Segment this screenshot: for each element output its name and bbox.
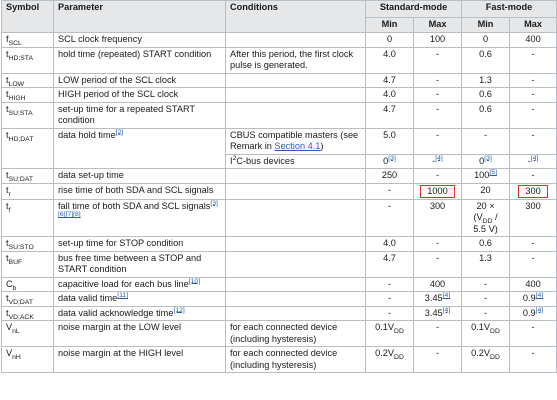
- parameter-cell: data hold time[2]: [54, 128, 226, 169]
- header-fast-max: Max: [510, 18, 557, 33]
- conditions-cell: [226, 169, 366, 184]
- header-fast-min: Min: [462, 18, 510, 33]
- std-min-cell: $0.2V_{DD}$: [366, 347, 414, 373]
- table-row: [2, 88, 557, 103]
- conditions-cell: [226, 33, 366, 48]
- conditions-cell: $I^2C$-bus devices: [226, 154, 366, 169]
- highlighted-value: 300: [518, 185, 547, 198]
- table-row: [2, 306, 557, 321]
- footnote-link[interactable]: [8]: [73, 210, 81, 218]
- section-link[interactable]: Section 4.1: [274, 141, 321, 151]
- fast-min-cell: -: [462, 306, 510, 321]
- std-min-cell: -: [366, 183, 414, 199]
- fast-min-cell: $0.2V_{DD}$: [462, 347, 510, 373]
- footnote-link[interactable]: [4]: [530, 154, 539, 162]
- symbol-cell: $t_{BUF}$: [2, 251, 54, 277]
- std-max-cell: [414, 183, 462, 199]
- std-max-cell: -: [414, 88, 462, 103]
- fast-min-cell: 100[5]: [462, 169, 510, 184]
- fast-min-cell: 0[3]: [462, 154, 510, 169]
- parameter-cell: LOW period of the SCL clock: [54, 73, 226, 88]
- std-max-cell: -: [414, 169, 462, 184]
- fast-min-cell: 0.6: [462, 102, 510, 128]
- fast-min-cell: 0: [462, 33, 510, 48]
- symbol-cell: $t_f$: [2, 199, 54, 237]
- symbol-cell: $V_{nH}$: [2, 347, 54, 373]
- parameter-cell: bus free time between a STOP and START condition: [54, 251, 226, 277]
- parameter-cell: HIGH period of the SCL clock: [54, 88, 226, 103]
- footnote-link[interactable]: [11]: [117, 291, 129, 299]
- std-max-cell: -: [414, 237, 462, 252]
- conditions-cell: [226, 183, 366, 199]
- header-standard-mode: Standard-mode: [366, 1, 462, 18]
- parameter-cell: rise time of both SDA and SCL signals: [54, 183, 226, 199]
- std-min-cell: 4.0: [366, 237, 414, 252]
- header-row: [2, 1, 557, 18]
- fast-min-cell: 1.3: [462, 251, 510, 277]
- parameter-cell: fall time of both SDA and SCL signals[3][6][7][8]: [54, 199, 226, 237]
- fast-max-cell: 300: [510, 199, 557, 237]
- std-max-cell: -: [414, 73, 462, 88]
- std-min-cell: 4.0: [366, 88, 414, 103]
- std-max-cell: -: [414, 102, 462, 128]
- footnote-link[interactable]: [4]: [435, 154, 443, 162]
- std-min-cell: -: [366, 292, 414, 307]
- table-row: [2, 237, 557, 252]
- std-min-cell: 4.7: [366, 251, 414, 277]
- std-min-cell: -: [366, 199, 414, 237]
- fast-max-cell: -: [510, 128, 557, 154]
- footnote-link[interactable]: [5]: [489, 168, 497, 176]
- fast-max-cell: -: [510, 251, 557, 277]
- parameter-cell: noise margin at the LOW level: [54, 321, 226, 347]
- fast-min-cell: -: [462, 292, 510, 307]
- std-min-cell: -: [366, 306, 414, 321]
- symbol-cell: $t_{VD;ACK}$: [2, 306, 54, 321]
- header-symbol: Symbol: [2, 1, 54, 33]
- conditions-cell: for each connected device (including hysteresis): [226, 347, 366, 373]
- std-max-cell: 100: [414, 33, 462, 48]
- footnote-link[interactable]: [7]: [65, 210, 74, 218]
- fast-max-cell: 400: [510, 277, 557, 292]
- conditions-cell: for each connected device (including hysteresis): [226, 321, 366, 347]
- table-row: [2, 47, 557, 73]
- std-min-cell: 4.7: [366, 73, 414, 88]
- symbol-cell: $t_{HD;STA}$: [2, 47, 54, 73]
- fast-min-cell: 0.6: [462, 237, 510, 252]
- header-std-max: Max: [414, 18, 462, 33]
- fast-min-cell: 1.3: [462, 73, 510, 88]
- table-row: [2, 33, 557, 48]
- conditions-cell: [226, 251, 366, 277]
- parameter-cell: set-up time for STOP condition: [54, 237, 226, 252]
- header-std-min: Min: [366, 18, 414, 33]
- std-max-cell: 400: [414, 277, 462, 292]
- table-row: [2, 73, 557, 88]
- fast-max-cell: 0.9[4]: [510, 306, 557, 321]
- symbol-cell: $t_{HD;DAT}$: [2, 128, 54, 169]
- fast-min-cell: -: [462, 277, 510, 292]
- table-row: [2, 102, 557, 128]
- symbol-cell: $V_{nL}$: [2, 321, 54, 347]
- symbol-cell: $t_{VD;DAT}$: [2, 292, 54, 307]
- fast-max-cell: -: [510, 347, 557, 373]
- footnote-link[interactable]: [12]: [173, 306, 185, 314]
- std-min-cell: 0[3]: [366, 154, 414, 169]
- symbol-cell: $t_r$: [2, 183, 54, 199]
- symbol-cell: $t_{LOW}$: [2, 73, 54, 88]
- conditions-cell: [226, 306, 366, 321]
- std-min-cell: 4.0: [366, 47, 414, 73]
- symbol-cell: $t_{HIGH}$: [2, 88, 54, 103]
- std-min-cell: $0.1V_{DD}$: [366, 321, 414, 347]
- std-max-cell: 3.45[4]: [414, 292, 462, 307]
- parameter-cell: data valid acknowledge time[12]: [54, 306, 226, 321]
- symbol-cell: $f_{SCL}$: [2, 33, 54, 48]
- std-max-cell: -: [414, 128, 462, 154]
- footnote-link[interactable]: [3]: [388, 154, 396, 162]
- fast-max-cell: -: [510, 73, 557, 88]
- std-max-cell: 3.45[4]: [414, 306, 462, 321]
- parameter-cell: noise margin at the HIGH level: [54, 347, 226, 373]
- std-max-cell: -[4]: [414, 154, 462, 169]
- fast-min-cell: -: [462, 128, 510, 154]
- footnote-link[interactable]: [3]: [210, 199, 218, 207]
- fast-max-cell: -: [510, 47, 557, 73]
- parameter-cell: capacitive load for each bus line[10]: [54, 277, 226, 292]
- symbol-cell: $t_{SU;STA}$: [2, 102, 54, 128]
- conditions-cell: After this period, the first clock pulse is generated.: [226, 47, 366, 73]
- conditions-cell: [226, 102, 366, 128]
- parameter-cell: hold time (repeated) START condition: [54, 47, 226, 73]
- std-max-cell: -: [414, 321, 462, 347]
- parameter-cell: SCL clock frequency: [54, 33, 226, 48]
- std-min-cell: 4.7: [366, 102, 414, 128]
- fast-min-cell: 0.6: [462, 47, 510, 73]
- fast-max-cell: -: [510, 169, 557, 184]
- table-row: [2, 277, 557, 292]
- fast-max-cell: 400: [510, 33, 557, 48]
- parameter-cell: set-up time for a repeated START condition: [54, 102, 226, 128]
- conditions-cell: [226, 277, 366, 292]
- fast-max-cell: -: [510, 321, 557, 347]
- i2c-timing-table: [1, 0, 557, 373]
- footnote-link[interactable]: [4]: [535, 306, 544, 314]
- table-row: [2, 347, 557, 373]
- footnote-link[interactable]: [6]: [58, 210, 66, 218]
- conditions-cell: [226, 199, 366, 237]
- fast-min-cell: 0.6: [462, 88, 510, 103]
- symbol-cell: $t_{SU;STO}$: [2, 237, 54, 252]
- header-parameter: Parameter: [54, 1, 226, 33]
- header-fast-mode: Fast-mode: [462, 1, 557, 18]
- conditions-cell: [226, 237, 366, 252]
- table-row: [2, 292, 557, 307]
- conditions-cell: [226, 73, 366, 88]
- std-max-cell: -: [414, 251, 462, 277]
- fast-max-cell: [510, 183, 557, 199]
- footnote-link[interactable]: [3]: [484, 154, 492, 162]
- table-row: [2, 169, 557, 184]
- fast-max-cell: -[4]: [510, 154, 557, 169]
- fast-max-cell: -: [510, 102, 557, 128]
- parameter-cell: data valid time[11]: [54, 292, 226, 307]
- header-conditions: Conditions: [226, 1, 366, 33]
- std-min-cell: 250: [366, 169, 414, 184]
- table-row-hddat: [2, 128, 557, 154]
- conditions-cell: [226, 292, 366, 307]
- table-row-rise-time: [2, 183, 557, 199]
- std-max-cell: -: [414, 347, 462, 373]
- footnote-link[interactable]: [4]: [442, 306, 451, 314]
- std-max-cell: -: [414, 47, 462, 73]
- fast-min-cell: 20: [462, 183, 510, 199]
- table-row: [2, 251, 557, 277]
- footnote-link[interactable]: [2]: [115, 128, 124, 136]
- parameter-cell: data set-up time: [54, 169, 226, 184]
- conditions-cell: CBUS compatible masters (see Remark in Section 4.1): [226, 128, 366, 154]
- fast-min-cell: $0.1V_{DD}$: [462, 321, 510, 347]
- std-min-cell: 0: [366, 33, 414, 48]
- footnote-link[interactable]: [4]: [535, 291, 544, 299]
- std-max-cell: 300: [414, 199, 462, 237]
- symbol-cell: $t_{SU;DAT}$: [2, 169, 54, 184]
- footnote-link[interactable]: [4]: [442, 291, 451, 299]
- fast-max-cell: 0.9[4]: [510, 292, 557, 307]
- table-row-fall-time: [2, 199, 557, 237]
- conditions-cell: [226, 88, 366, 103]
- std-min-cell: 5.0: [366, 128, 414, 154]
- fast-max-cell: -: [510, 237, 557, 252]
- symbol-cell: $C_b$: [2, 277, 54, 292]
- footnote-link[interactable]: [10]: [188, 277, 201, 285]
- fast-max-cell: -: [510, 88, 557, 103]
- fast-min-cell: 20 × ($V_{DD} / 5.5$ V): [462, 199, 510, 237]
- highlighted-value: 1000: [420, 185, 454, 198]
- std-min-cell: -: [366, 277, 414, 292]
- table-row: [2, 321, 557, 347]
